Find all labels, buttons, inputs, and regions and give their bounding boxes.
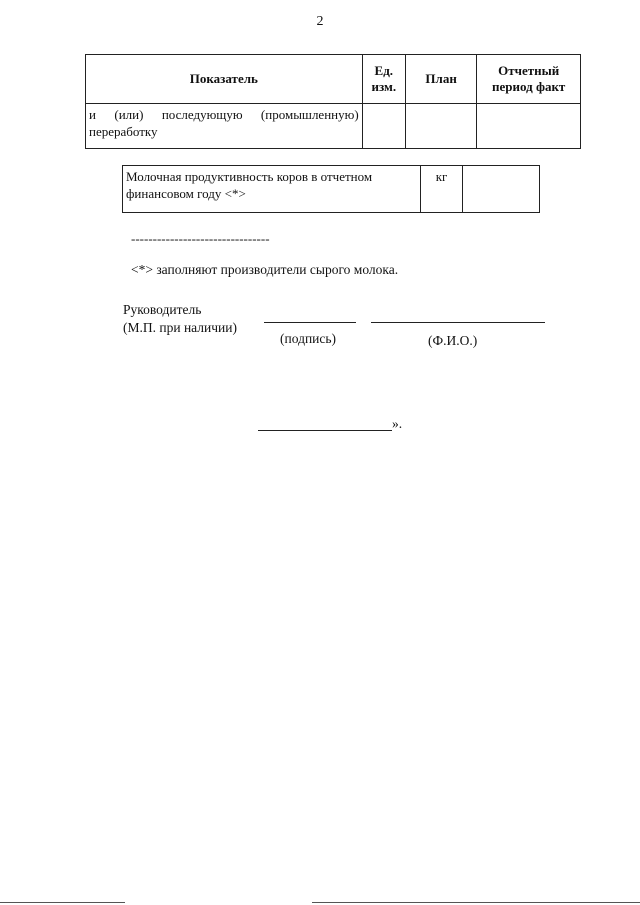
table-row (86, 104, 581, 149)
header-unit: Ед. изм. (362, 55, 405, 104)
milk-unit: кг (421, 166, 462, 213)
cell-fact (477, 104, 581, 149)
page-number: 2 (316, 14, 324, 29)
footnote-separator: -------------------------------- (131, 231, 270, 246)
name-caption: (Ф.И.О.) (428, 333, 478, 348)
table-header-row (86, 55, 581, 104)
header-indicator: Показатель (86, 55, 363, 104)
footer-rule-left (0, 902, 125, 903)
closing-quote: ». (392, 416, 403, 431)
signature-stamp: (М.П. при наличии) (123, 320, 237, 335)
header-plan: План (405, 55, 476, 104)
signature-role: Руководитель (123, 302, 202, 317)
name-line (371, 322, 545, 323)
cell-plan (405, 104, 476, 149)
table-row (123, 166, 540, 213)
signature-caption: (подпись) (280, 331, 337, 346)
indicator-table (85, 54, 581, 149)
footnote: <*> заполняют производители сырого молока. (131, 262, 399, 277)
milk-value (462, 166, 539, 213)
signature-line (264, 322, 356, 323)
header-fact: Отчетный период факт (477, 55, 581, 104)
cell-unit (362, 104, 405, 149)
signature-label (123, 301, 237, 337)
milk-indicator: Молочная продуктивность коров в отчетном финансовом году <*> (123, 166, 421, 213)
cell-indicator: и (или) последующую (промышленную) переработку (86, 104, 363, 149)
date-line (258, 430, 392, 431)
footer-rule-right (312, 902, 640, 903)
milk-productivity-table (122, 165, 540, 213)
